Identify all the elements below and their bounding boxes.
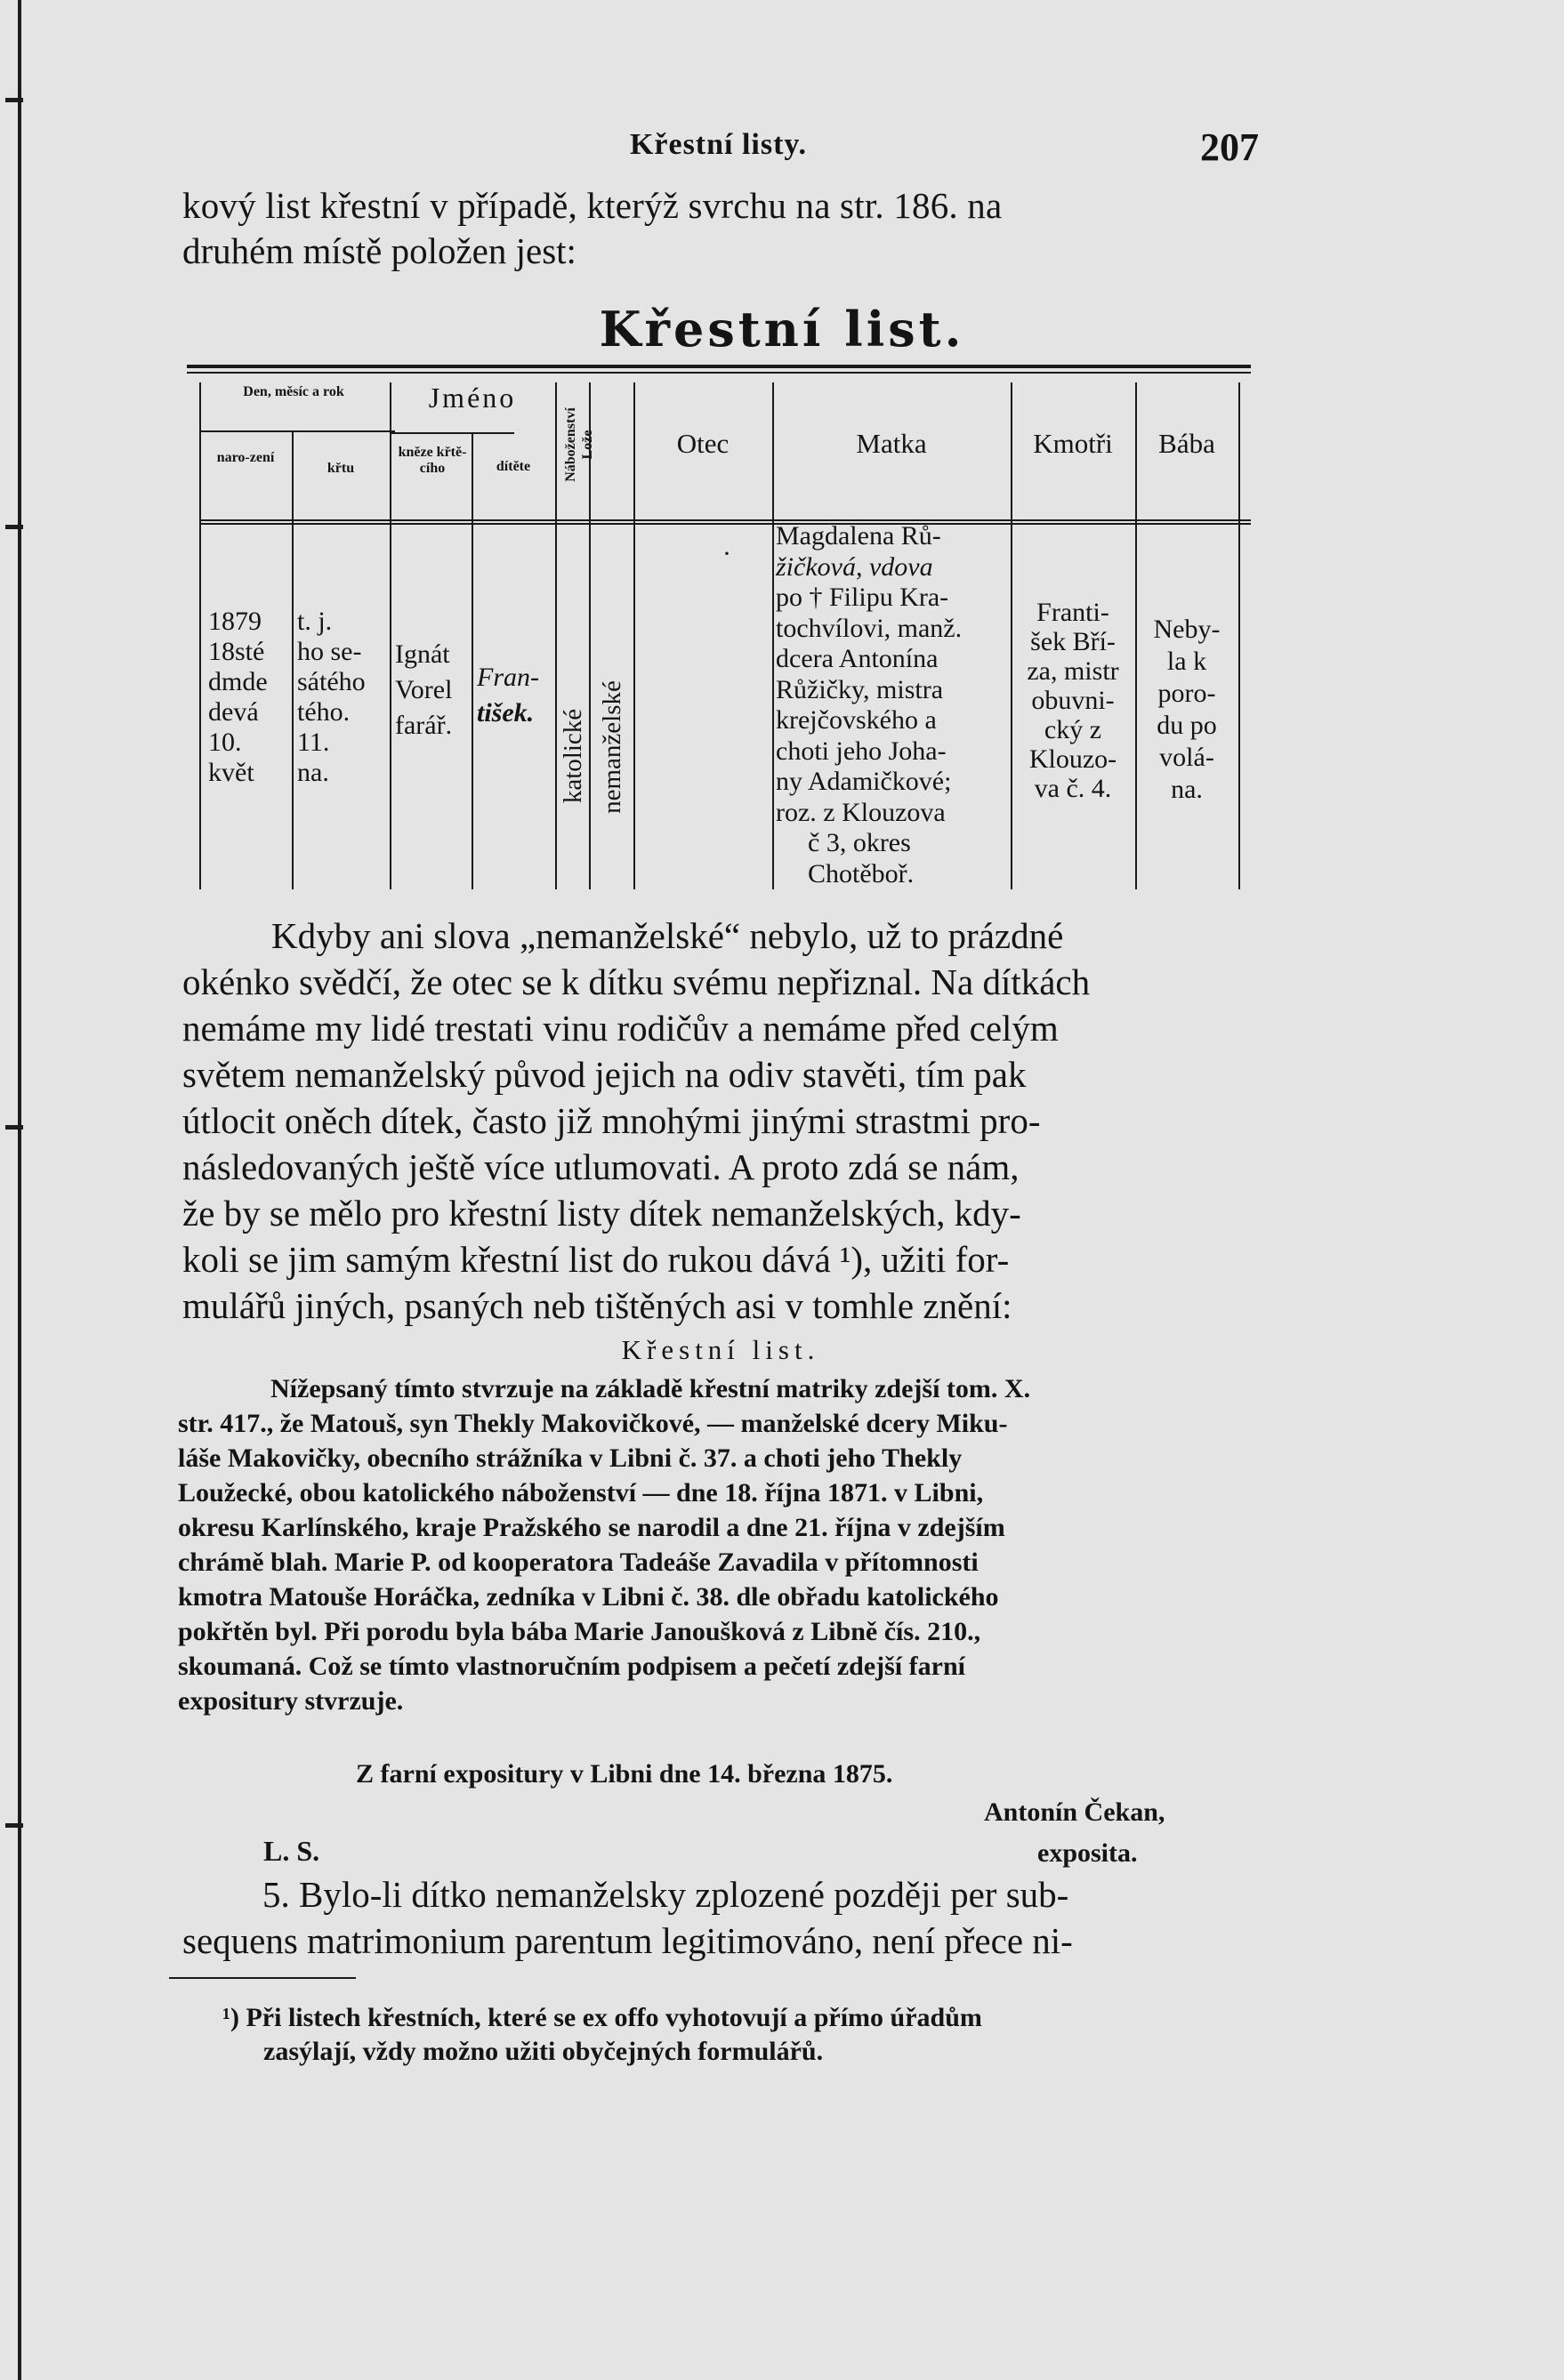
text-line: koli se jim samým křestní list do rukou dává ¹), užiti for-: [182, 1239, 1010, 1280]
table-rule: [199, 519, 1251, 521]
text-line: po † Filipu Kra-: [776, 583, 949, 612]
binding-mark: [5, 525, 23, 529]
text-line: okénko svědčí, že otec se k dítku svému nepřiznal. Na dítkách: [182, 961, 1091, 1002]
header-name: Jméno: [428, 382, 517, 414]
header-religion: Náboženství: [563, 407, 578, 482]
signer-role: exposita.: [1037, 1838, 1138, 1868]
binding-mark: [5, 98, 23, 102]
header-baptism: křtu: [327, 461, 355, 476]
text-line: Růžičky, mistra: [776, 674, 944, 704]
text-line: tého.: [297, 697, 351, 727]
table-rule: [390, 432, 514, 434]
text-line: Franti-: [1036, 598, 1109, 627]
text-line: druhém místě položen jest:: [182, 230, 576, 271]
text-line: kmotra Matouše Horáčka, zedníka v Libni č. 38. dle obřadu katolického: [178, 1582, 999, 1612]
certificate-title: Křestní list.: [621, 1334, 820, 1365]
certificate-signer: Antonín Čekan,: [984, 1797, 1165, 1827]
text-line: du po: [1157, 711, 1217, 740]
text-line: okresu Karlínského, kraje Pražského se narodil a dne 21. října v zdejším: [178, 1513, 1005, 1542]
text-line: Chotěboř.: [808, 858, 915, 888]
text-line: žičková, vdova: [776, 551, 933, 582]
text-line: 18sté: [208, 637, 265, 666]
text-line: chrámě blah. Marie P. od kooperatora Tadeáše Zavadila v přítomnosti: [178, 1548, 979, 1577]
text-line: roz. z Klouzova: [776, 797, 946, 827]
child-name: [477, 660, 539, 731]
section-five: [182, 1871, 1259, 1964]
intro-text: [182, 183, 1259, 274]
baptism-date: [297, 607, 366, 788]
form-title: Křestní list.: [599, 301, 965, 358]
text-line: poro-: [1157, 679, 1216, 708]
text-line: zasýlají, vždy možno užiti obyčejných formulářů.: [263, 2037, 824, 2066]
binding-mark: [5, 1125, 23, 1130]
text-line: t. j.: [297, 607, 333, 636]
text-line: Loužecké, obou katolického náboženství — dne 18. října 1871. v Libni,: [178, 1478, 984, 1508]
text-line: 1879: [208, 607, 262, 636]
text-line: dmde: [208, 667, 268, 696]
text-line: světem nemanželský původ jejich na odiv stavěti, tím pak: [182, 1054, 1027, 1095]
header-bed: Lože: [580, 430, 595, 460]
text-line: 11.: [297, 728, 330, 757]
text-line: Ignát: [395, 639, 450, 669]
text-line: va č. 4.: [1034, 774, 1112, 803]
table-rule: [187, 365, 1251, 368]
text-line: následovaných ještě více utlumovati. A proto zdá se nám,: [182, 1146, 1020, 1187]
header-father: Otec: [676, 428, 730, 459]
priest-name: [395, 637, 452, 744]
text-line: skoumaná. Což se tímto vlastnoručním podpisem a pečetí zdejší farní: [178, 1652, 965, 1681]
running-title: Křestní listy.: [629, 128, 808, 161]
text-line: ¹) Při listech křestních, které se ex offo vyhotovují a přímo úřadům: [222, 2003, 982, 2032]
text-line: že by se mělo pro křestní listy dítek nemanželských, kdy-: [182, 1193, 1021, 1234]
godparents-value: [1014, 598, 1132, 803]
text-line: krejčovského a: [776, 705, 937, 735]
religion-value: katolické: [559, 708, 587, 804]
header-priest: kněze křtě-cího: [398, 445, 467, 476]
text-line: obuvni-: [1031, 686, 1115, 715]
table-rule: [199, 430, 395, 432]
text-line: Neby-: [1153, 615, 1221, 644]
text-line: devá: [208, 697, 259, 727]
birth-date: [208, 607, 268, 788]
text-line: za, mistr: [1027, 656, 1119, 686]
text-line: na.: [297, 758, 329, 787]
text-line: sátého: [297, 667, 366, 696]
column-rule: [390, 382, 391, 889]
text-line: Vorel: [395, 675, 453, 704]
table-rule: [199, 523, 1251, 525]
text-line: č 3, okres: [808, 828, 911, 857]
text-line: květ: [208, 758, 254, 787]
column-rule: [292, 432, 294, 889]
midwife-value: [1139, 614, 1235, 806]
text-line: Kdyby ani slova „nemanželské“ nebylo, už to prázdné: [271, 915, 1064, 956]
text-line: Klouzo-: [1028, 744, 1117, 774]
text-line: mulářů jiných, psaných neb tištěných asi v tomhle znění:: [182, 1285, 1012, 1326]
text-line: volá-: [1159, 743, 1214, 772]
seal-mark: L. S.: [263, 1835, 320, 1867]
text-line: láše Makovičky, obecního strážníka v Libni č. 37. a choti jeho Thekly: [178, 1443, 963, 1473]
father-value: ·: [722, 539, 731, 568]
page-number: 207: [1200, 125, 1259, 169]
page-header: [178, 125, 1259, 169]
text-line: pokřtěn byl. Při porodu byla bába Marie Janoušková z Libně čís. 210.,: [178, 1617, 981, 1646]
text-line: útlocit oněch dítek, často již mnohými jinými strastmi pro-: [182, 1100, 1041, 1141]
text-line: tochvílovi, manž.: [776, 613, 963, 643]
header-midwife: Bába: [1158, 428, 1215, 459]
header-birth: naro-zení: [216, 450, 275, 465]
text-line: 10.: [208, 728, 242, 757]
text-line: la k: [1166, 647, 1207, 676]
text-line: ny Adamičkové;: [776, 767, 952, 796]
header-date: Den, měsíc a rok: [243, 384, 344, 399]
text-line: Magdalena Rů-: [776, 521, 941, 551]
column-rule: [555, 382, 557, 889]
text-line: farář.: [395, 711, 453, 740]
header-child: dítěte: [496, 459, 531, 474]
text-line: Nížepsaný tímto stvrzuje na základě křestní matriky zdejší tom. X.: [270, 1374, 1031, 1403]
text-line: choti jeho Joha-: [776, 736, 947, 766]
text-line: ho se-: [297, 637, 362, 666]
binding-mark: [5, 1823, 23, 1828]
text-line: str. 417., že Matouš, syn Thekly Makovičkové, — manželské dcery Miku-: [178, 1409, 1008, 1438]
text-line: sequens matrimonium parentum legitimováno, není přece ni-: [182, 1920, 1073, 1961]
footnote-rule: [169, 1977, 356, 1979]
header-mother: Matka: [856, 428, 927, 459]
text-line: dcera Antonína: [776, 644, 939, 673]
body-paragraph: [182, 913, 1259, 1329]
text-line: tišek.: [477, 698, 535, 728]
text-line: Fran-: [477, 663, 539, 692]
text-line: nemáme my lidé trestati vinu rodičův a nemáme před celým: [182, 1008, 1059, 1049]
certificate-text: [178, 1371, 1263, 1718]
column-rule: [1238, 382, 1240, 889]
bed-value: nemanželské: [598, 680, 626, 814]
header-godparents: Kmotři: [1033, 428, 1113, 459]
mother-value: [776, 521, 962, 889]
column-rule: [472, 434, 473, 889]
baptismal-register-table: [187, 365, 1251, 889]
text-line: kový list křestní v případě, kterýž svrchu na str. 186. na: [182, 185, 1003, 226]
text-line: cký z: [1044, 715, 1102, 744]
text-line: 5. Bylo-li dítko nemanželsky zplozené později per sub-: [262, 1874, 1069, 1915]
table-rule: [187, 372, 1251, 374]
text-line: na.: [1171, 775, 1203, 804]
footnote: [178, 2001, 1263, 2069]
certificate-place-date: Z farní expositury v Libni dne 14. března 1875.: [356, 1759, 893, 1789]
text-line: expositury stvrzuje.: [178, 1686, 404, 1716]
text-line: šek Bří-: [1030, 627, 1116, 656]
